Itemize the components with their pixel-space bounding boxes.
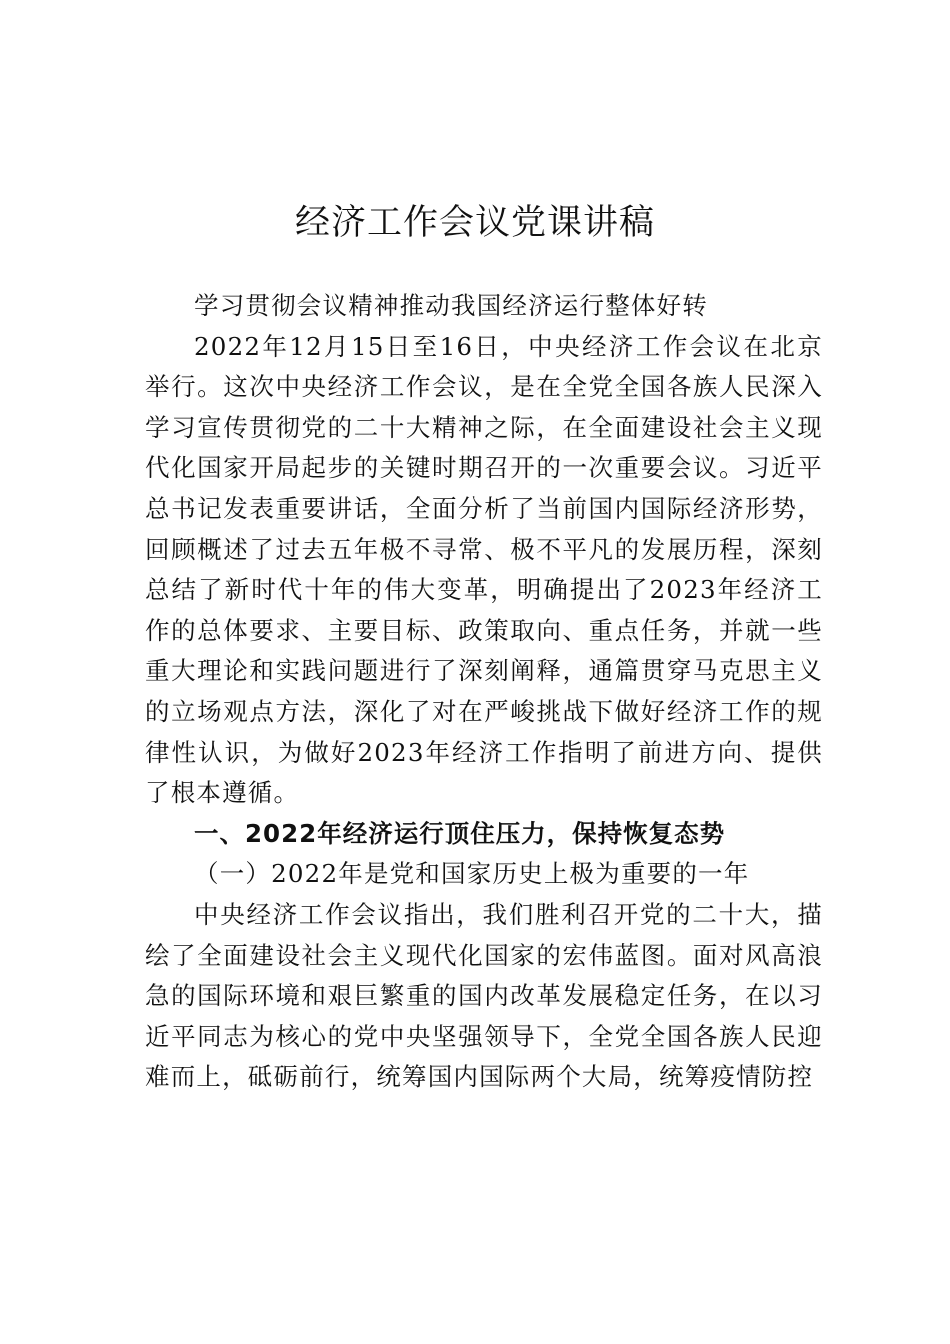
document-body	[145, 286, 823, 1098]
section-heading-1: 一、2022年经济运行顶住压力，保持恢复态势	[194, 818, 726, 848]
document-subtitle: 学习贯彻会议精神推动我国经济运行整体好转	[194, 291, 708, 320]
body-paragraph-intro: 2022年12月15日至16日，中央经济工作会议在北京举行。这次中央经济工作会议，是在全党全国各族人民深入学习宣传贯彻党的二十大精神之际，在全面建设社会主义现代化国家开局起步的关键时期召开的一次重要会议。习近平总书记发表重要讲话，全面分析了当前国内国际经济形势，回顾概述了过去五年极不寻常、极不平凡的发展历程，深刻总结了新时代十年的伟大变革，明确提出了2023年经济工作的总体要求、主要目标、政策取向、重点任务，并就一些重大理论和实践问题进行了深刻阐释，通篇贯穿马克思主义的立场观点方法，深化了对在严峻挑战下做好经济工作的规律性认识，为做好2023年经济工作指明了前进方向、提供了根本遵循。	[145, 331, 823, 808]
subsection-heading-1: （一）2022年是党和国家历史上极为重要的一年	[194, 859, 750, 889]
document-title: 经济工作会议党课讲稿	[294, 203, 655, 244]
body-paragraph-section-1: 中央经济工作会议指出，我们胜利召开党的二十大，描绘了全面建设社会主义现代化国家的宏伟蓝图。面对风高浪急的国际环境和艰巨繁重的国内改革发展稳定任务，在以习近平同志为核心的党中央坚强领导下，全党全国各族人民迎难而上，砥砺前行，统筹国内国际两个大局，统筹疫情防控	[145, 899, 823, 1092]
